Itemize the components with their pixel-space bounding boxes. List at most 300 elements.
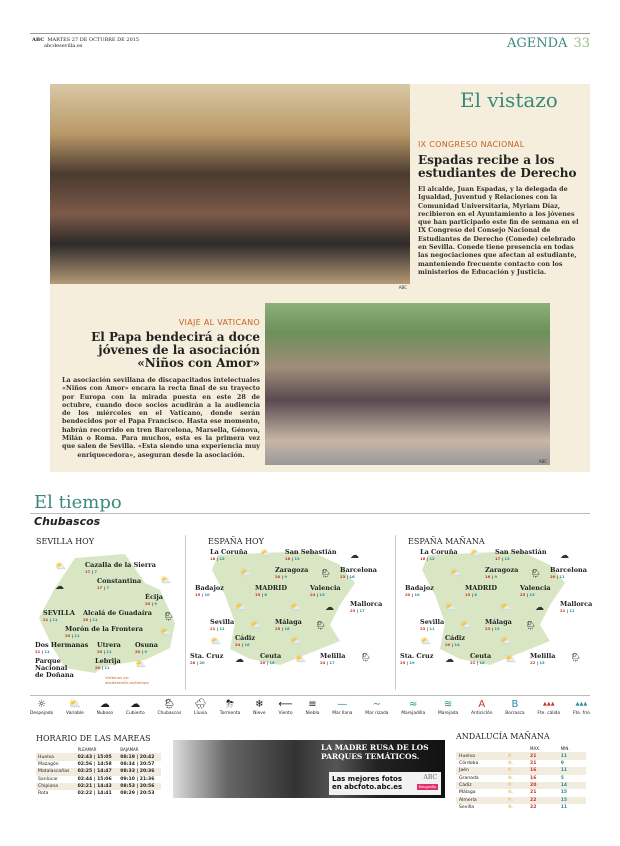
headline: Espadas recibe a los estudiantes de Derecho — [418, 153, 577, 180]
weather-icon: 🌦 — [320, 569, 332, 579]
max-temp: 23 — [485, 626, 491, 631]
max-temp: 25 — [275, 626, 281, 631]
max-temp: 20 — [275, 574, 281, 579]
city-label — [85, 562, 156, 574]
legend-item — [573, 698, 590, 719]
min-temp: 11 — [429, 626, 435, 631]
city-temps: 17 | 7 — [85, 569, 97, 574]
divider — [30, 513, 590, 514]
city-temps: 21 | 11 — [43, 617, 58, 622]
weather-icon: ⛅ — [445, 603, 457, 613]
tides-title: HORARIO DE LAS MAREAS — [36, 734, 151, 743]
city-name: Constantina — [97, 577, 142, 585]
max-temp: 20 — [405, 592, 411, 597]
min-temp: 10 — [414, 592, 420, 597]
table-cell: Málaga — [459, 790, 476, 796]
weather-icon: 🌦 — [163, 612, 175, 622]
city-label — [485, 567, 518, 579]
section-header — [507, 36, 590, 51]
city-label — [260, 653, 281, 665]
header-rule — [30, 33, 590, 34]
brand: ABC — [32, 37, 45, 43]
photo-credit: ABC — [538, 459, 547, 464]
table-cell: 11 — [560, 805, 568, 811]
max-temp: 20 — [97, 649, 103, 654]
table-cell: 22 — [530, 805, 537, 811]
legend-label: Variable — [66, 711, 84, 716]
weather-icon: ⛅ — [295, 655, 307, 665]
city-name: SEVILLA — [43, 609, 75, 617]
table-row — [36, 790, 161, 797]
site-link[interactable]: abcdesevilla.es — [44, 43, 83, 49]
max-temp: 23 — [350, 608, 356, 613]
table-cell: 11 — [558, 752, 586, 759]
max-temp: 23 — [520, 592, 526, 597]
visit-url: abcdesevilla.es/tiempo — [105, 680, 149, 685]
legend-item — [253, 698, 266, 719]
city-label — [97, 642, 121, 654]
min-temp: 10 — [204, 592, 210, 597]
andalucia-table — [456, 745, 586, 811]
table-cell: 21 — [527, 752, 558, 759]
table-row — [456, 775, 586, 782]
city-temps: 15 | 8 — [255, 592, 267, 597]
max-temp: 19 — [195, 592, 201, 597]
city-name: MADRID — [465, 584, 497, 592]
weather-icon: ⛅ — [507, 760, 514, 766]
city-name: Málaga — [275, 618, 302, 626]
weather-icon: ⛅ — [260, 549, 272, 559]
max-temp: 23 — [340, 574, 346, 579]
weather-icon: ⛅ — [505, 767, 527, 774]
weather-icon: ⛅ — [500, 637, 512, 647]
city-temps: 25 | 16 — [275, 626, 290, 631]
city-temps: 21 | 11 — [35, 649, 50, 654]
city-label — [495, 549, 547, 561]
city-name: Mallorca — [560, 600, 593, 608]
city-label — [65, 626, 143, 638]
city-label — [35, 642, 88, 654]
legend-label: Marejada — [437, 711, 459, 716]
min-temp: 8 — [474, 592, 477, 597]
weather-icon: ⛅ — [420, 637, 432, 647]
city-temps: 24 | 17 — [320, 660, 335, 665]
weather-icon: ⛅ — [505, 752, 527, 759]
min-temp: 11 — [92, 617, 98, 622]
city-temps: 20 | 11 — [95, 665, 110, 670]
weather-icon: ☁ — [560, 551, 569, 561]
min-temp: 16 — [349, 574, 355, 579]
min-temp: 13 — [504, 556, 510, 561]
max-temp: 28 — [190, 660, 196, 665]
city-temps: 20 | 16 — [260, 660, 275, 665]
city-label — [275, 619, 302, 631]
date: MARTES 27 DE OCTUBRE DE 2015 — [47, 37, 140, 43]
city-label — [235, 635, 255, 647]
legend-label: Mar llana — [332, 711, 353, 716]
max-temp: 24 — [235, 642, 241, 647]
spain-tomorrow-map — [400, 545, 600, 690]
city-label — [560, 601, 592, 613]
calm-sea-icon: — — [337, 699, 348, 710]
A-icon: A — [478, 699, 486, 710]
section-name: AGENDA — [507, 36, 568, 51]
min-temp: 9 — [144, 649, 147, 654]
weather-icon: ⛅ — [210, 637, 222, 647]
min-temp: 12 — [429, 556, 435, 561]
city-label — [470, 653, 491, 665]
max-temp: 20 — [83, 617, 89, 622]
legend-label: Marejadilla — [401, 711, 426, 716]
weather-icon: ☁ — [55, 582, 64, 592]
clouds-icon: ☁ — [130, 699, 141, 710]
weather-icon: ⛅ — [55, 562, 67, 572]
weather-icon: ⛅ — [507, 805, 514, 811]
spain-today-title: ESPAÑA HOY — [208, 537, 264, 546]
sun-cloud-icon: ⛅ — [68, 699, 82, 710]
city-name: Mallorca — [350, 600, 383, 608]
legend-item — [537, 698, 560, 719]
table-cell: 16 — [530, 775, 537, 781]
weather-icon: ⛅ — [505, 797, 527, 804]
ad-logo: ABC — [423, 774, 437, 781]
warm-front-icon: ▲▲▲ — [543, 701, 555, 707]
legend-item — [157, 698, 181, 719]
city-label — [310, 585, 341, 597]
city-name: La Coruña — [210, 548, 248, 556]
legend-label: Anticiclón — [471, 711, 493, 716]
table-row — [36, 753, 161, 760]
weather-icon: 🌦 — [525, 621, 537, 631]
city-name: Cádiz — [235, 634, 256, 642]
city-label — [485, 619, 512, 631]
kicker: VIAJE AL VATICANO — [178, 318, 260, 327]
min-temp: 9 — [284, 574, 287, 579]
table-cell: 22 — [527, 797, 558, 804]
legend-item — [438, 698, 458, 719]
city-label — [83, 610, 152, 622]
city-label — [275, 567, 308, 579]
city-name: Barcelona — [340, 566, 377, 574]
city-name: Sevilla — [420, 618, 445, 626]
min-temp: 9 — [494, 574, 497, 579]
weather-icon: ⛅ — [250, 621, 262, 631]
table-cell: 08:33 | 20:36 — [118, 768, 161, 775]
city-name: Cazalla de la Sierra — [85, 561, 156, 569]
article-congreso — [418, 140, 583, 276]
kicker: IX CONGRESO NACIONAL — [418, 140, 525, 149]
city-label — [35, 658, 75, 679]
table-cell: 02:22 | 14:41 — [77, 791, 112, 797]
city-name: Zaragoza — [485, 566, 519, 574]
city-name: Cádiz — [445, 634, 466, 642]
city-temps: 24 | 13 — [310, 592, 325, 597]
spain-tomorrow-title: ESPAÑA MAÑANA — [408, 537, 485, 546]
table-cell: 02:44 | 15:06 — [77, 776, 112, 782]
city-name: Dos Hermanas — [35, 641, 89, 649]
max-temp: 18 — [210, 556, 216, 561]
column-header — [505, 745, 527, 752]
column-header — [456, 745, 505, 752]
city-name: Écija — [145, 593, 163, 601]
city-temps: 17 | 13 — [495, 556, 510, 561]
city-label — [95, 658, 121, 670]
table-cell: 5 — [560, 775, 564, 781]
legend-label: Lluvia — [194, 711, 207, 716]
table-cell: Rota — [38, 791, 49, 797]
min-temp: 9 — [154, 601, 157, 606]
city-label — [550, 567, 587, 579]
legend-item — [126, 698, 145, 719]
photo-congreso — [50, 84, 410, 290]
table-row — [36, 783, 161, 790]
min-temp: 16 — [479, 660, 485, 665]
weather-icon: ⛅ — [507, 790, 514, 796]
legend-item — [401, 698, 425, 719]
legend-label: Tormenta — [219, 711, 241, 716]
city-name: Valencia — [520, 584, 551, 592]
city-temps: 21 | 16 — [470, 660, 485, 665]
table-cell: 02:56 | 14:58 — [77, 761, 112, 767]
city-temps: 20 | 11 — [97, 649, 112, 654]
weather-icon: ☁ — [235, 655, 244, 665]
city-temps: 17 | 7 — [97, 585, 109, 590]
ad-link-box[interactable] — [329, 772, 441, 795]
city-label — [190, 653, 223, 665]
legend-item — [505, 698, 524, 719]
city-temps: 23 | 16 — [340, 574, 355, 579]
city-label — [135, 642, 158, 654]
city-temps: 20 | 11 — [83, 617, 98, 622]
visit-label: Visítenos en: — [105, 675, 130, 680]
table-cell: 15 — [560, 790, 568, 796]
weather-icon: ☁ — [535, 603, 544, 613]
min-temp: 11 — [74, 633, 80, 638]
article-body: La asociación sevillana de discapacitados intelectuales «Niños con Amor» encara la recta final de su trayecto por Europa con la mirada puesta en este 28 de octubre, cuando doce socios acudirán a la audiencia de los miércoles en el Vaticano, donde serán bendecidos por el Papa Francisco. Hasta ese momento, habrán recorrido en tren Barcelona, Marsella, Génova, Milán o Roma. Para muchos, esta es la primera vez que salen de Sevilla. «Esta siendo una experiencia muy enriquecedora», aseguran desde la asociación. — [62, 376, 260, 459]
city-temps: 23 | 11 — [420, 626, 435, 631]
max-temp: 16 — [420, 556, 426, 561]
table-cell: 21 — [530, 790, 537, 796]
legend-item — [66, 698, 84, 719]
weather-icon: ⛅ — [500, 603, 512, 613]
city-name: Osuna — [135, 641, 158, 649]
page-number: 33 — [573, 36, 590, 51]
min-temp: 13 — [494, 626, 500, 631]
legend-item — [30, 698, 53, 719]
min-temp: 11 — [106, 649, 112, 654]
legend-label: Cubierto — [125, 711, 145, 716]
max-temp: 21 — [35, 649, 41, 654]
sevilla-map — [35, 548, 180, 688]
city-label — [400, 653, 433, 665]
rain-icon: 🌧 — [194, 699, 207, 710]
weather-icon: ⛅ — [135, 660, 147, 670]
table-cell: Córdoba — [459, 760, 479, 766]
max-temp: 20 — [550, 574, 556, 579]
sevilla-map-title: SEVILLA HOY — [36, 537, 95, 546]
weather-icon: ⛅ — [240, 569, 252, 579]
city-name: Lebrija — [95, 657, 121, 665]
city-name: Ceuta — [470, 652, 492, 660]
legend-label: Fte. cálido — [537, 711, 561, 716]
weather-icon: ⛅ — [505, 782, 527, 789]
min-temp: 11 — [219, 626, 225, 631]
city-name: Zaragoza — [275, 566, 309, 574]
city-temps: 23 | 13 — [520, 592, 535, 597]
weather-icon: 🌦 — [570, 653, 582, 663]
weather-subtitle: Chubascos — [34, 515, 101, 528]
wind-icon: ⟵ — [278, 699, 293, 710]
max-temp: 21 — [43, 617, 49, 622]
weather-icon: ⛅ — [470, 549, 482, 559]
city-label — [210, 619, 234, 631]
max-temp: 20 — [95, 665, 101, 670]
table-cell: 08:29 | 20:53 — [120, 791, 155, 797]
city-temps: 18 | 12 — [210, 556, 225, 561]
min-temp: 16 — [269, 660, 275, 665]
city-label — [350, 601, 382, 613]
city-label — [320, 653, 345, 665]
max-temp: 21 — [560, 608, 566, 613]
weather-icon: ⛅ — [235, 603, 247, 613]
city-label — [285, 549, 337, 561]
max-temp: 20 — [135, 649, 141, 654]
city-temps: 20 | 11 — [550, 574, 565, 579]
table-cell: 20 — [527, 782, 558, 789]
max-temp: 25 — [400, 660, 406, 665]
min-temp: 20 — [199, 660, 205, 665]
table-row — [36, 776, 161, 783]
table-cell: 02:21 | 14:43 — [76, 783, 119, 790]
city-label — [420, 619, 444, 631]
min-temp: 16 — [244, 642, 250, 647]
max-temp: 15 — [465, 592, 471, 597]
city-name: Utrera — [97, 641, 121, 649]
legend-item — [471, 698, 492, 719]
max-temp: 20 — [145, 601, 151, 606]
weather-icon: ⛅ — [507, 775, 514, 781]
weather-icon: ☁ — [325, 603, 334, 613]
legend-item — [278, 698, 292, 719]
city-name: San Sebastián — [285, 548, 337, 556]
weather-icon: ⛅ — [160, 576, 172, 586]
city-label — [405, 585, 434, 597]
max-temp: 17 — [97, 585, 103, 590]
table-cell: Huelva — [456, 752, 505, 759]
city-name: Ceuta — [260, 652, 282, 660]
city-temps: 22 | 15 — [530, 660, 545, 665]
table-row — [36, 761, 161, 768]
city-name: Alcalá de Guadaíra — [83, 609, 152, 617]
legend-label: Chubascos — [157, 711, 182, 716]
max-temp: 17 — [495, 556, 501, 561]
legend-item — [194, 698, 207, 719]
city-name: San Sebastián — [495, 548, 547, 556]
city-label — [43, 610, 75, 622]
table-cell: 08:19 | 20:42 — [118, 753, 161, 760]
max-temp: 15 — [255, 592, 261, 597]
city-name: Morón de la Frontera — [65, 625, 143, 633]
min-temp: 12 — [219, 556, 225, 561]
table-cell: Almería — [456, 797, 505, 804]
max-temp: 20 — [65, 633, 71, 638]
table-cell: Sanlúcar — [38, 776, 59, 782]
visit-link[interactable] — [105, 675, 149, 685]
column-header — [36, 746, 76, 753]
storm-icon: ⛈ — [226, 699, 235, 710]
city-name: Sevilla — [210, 618, 235, 626]
city-name: Sta. Cruz — [400, 652, 434, 660]
min-temp: 13 — [529, 592, 535, 597]
article-vaticano — [62, 318, 260, 459]
weather-icon: ⛅ — [460, 621, 472, 631]
table-row — [456, 752, 586, 759]
legend-label: Nieve — [253, 711, 266, 716]
showers-icon: 🌦 — [163, 699, 176, 710]
min-temp: 11 — [104, 665, 110, 670]
city-label — [195, 585, 224, 597]
tides-table — [36, 746, 161, 798]
city-temps: 18 | 13 — [285, 556, 300, 561]
snow-icon: ❄ — [255, 699, 264, 710]
city-temps: 20 | 11 — [65, 633, 80, 638]
min-temp: 7 — [94, 569, 97, 574]
min-temp: 11 — [559, 574, 565, 579]
weather-icon: ⛅ — [450, 569, 462, 579]
andalucia-title: ANDALUCÍA MAÑANA — [456, 732, 550, 741]
table-cell: 02:25 | 14:47 — [76, 768, 119, 775]
weather-icon: ☁ — [445, 655, 454, 665]
headline: El Papa bendecirá a doce jóvenes de la asociación «Niños con Amor» — [91, 330, 260, 370]
table-cell: Mazagón — [38, 761, 59, 767]
cloud-icon: ☁ — [99, 699, 110, 710]
max-temp: 21 — [470, 660, 476, 665]
weather-icon: ⛅ — [290, 603, 302, 613]
table-row — [456, 782, 586, 789]
spain-today-map — [190, 545, 390, 690]
table-row — [456, 767, 586, 774]
city-temps: 25 | 19 — [400, 660, 415, 665]
weather-icon: ⛅ — [160, 628, 172, 638]
weather-title: El tiempo — [34, 492, 122, 513]
table-cell: 14 — [558, 782, 586, 789]
table-cell: 08:53 | 20:56 — [118, 783, 161, 790]
city-temps: 20 | 9 — [275, 574, 287, 579]
legend-label: Borrasca — [505, 711, 525, 716]
table-cell: Matalascañas — [36, 768, 76, 775]
city-temps: 21 | 11 — [210, 626, 225, 631]
legend-item — [365, 698, 388, 719]
min-temp: 15 — [539, 660, 545, 665]
weather-icon: ☁ — [350, 551, 359, 561]
max-temp: 21 — [210, 626, 216, 631]
city-temps: 20 | 9 — [145, 601, 157, 606]
city-label — [210, 549, 248, 561]
table-cell: 09:10 | 21:36 — [120, 776, 155, 782]
table-cell: Granada — [459, 775, 479, 781]
min-temp: 17 — [359, 608, 365, 613]
ad-subtitle: Las mejores fotos en abcfoto.abc.es — [332, 775, 403, 791]
max-temp: 18 — [285, 556, 291, 561]
city-temps: 23 | 17 — [350, 608, 365, 613]
abcfoto-ad[interactable] — [173, 740, 445, 798]
table-cell: 15 — [558, 797, 586, 804]
ad-badge: fotografía — [418, 785, 436, 789]
table-cell: Huelva — [36, 753, 76, 760]
city-name: MADRID — [255, 584, 287, 592]
B-icon: B — [511, 699, 519, 710]
city-name: Sta. Cruz — [190, 652, 224, 660]
